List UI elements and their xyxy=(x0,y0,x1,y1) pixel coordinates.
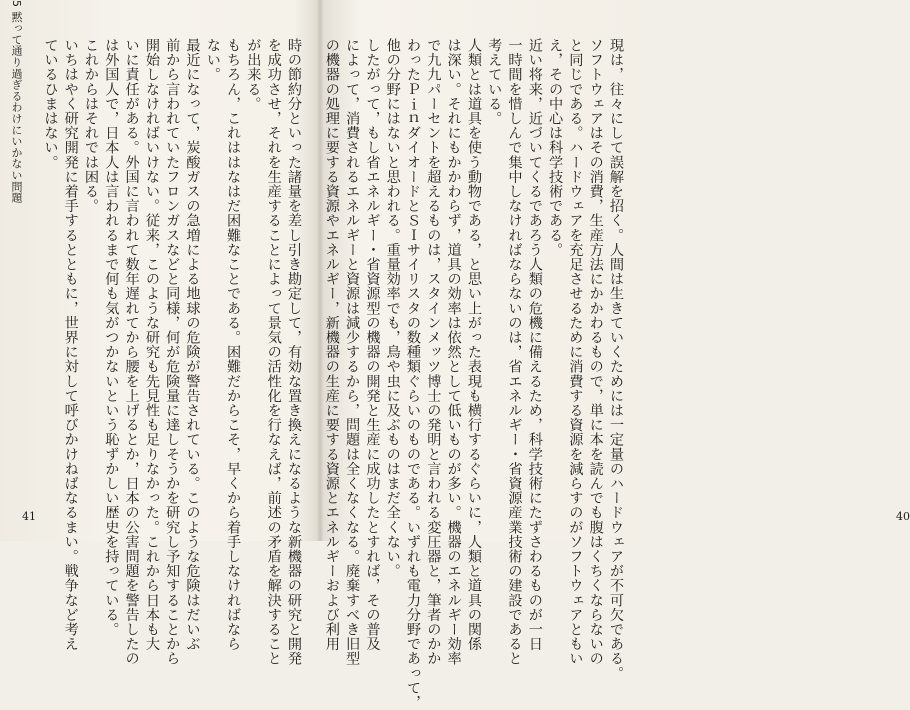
running-head: 5 黙って通り過ぎるわけにいかない問題 xyxy=(10,0,23,204)
left-page xyxy=(0,0,318,666)
text-line: 最近になって，炭酸ガスの急増による地球の危険が警告されている。このような危険はだいぶ xyxy=(184,38,201,652)
text-line: わったＰｉｎダイオードとＳＩサイリスタの数種類ぐらいのものである。いずれも電力分野であって， xyxy=(405,38,422,710)
text-line: ない。 xyxy=(204,38,221,82)
text-line: え，その中心は科学技術である。 xyxy=(547,38,564,257)
text-line: 考えている。 xyxy=(486,38,503,126)
text-line: これからはそれでは困る。 xyxy=(83,38,100,214)
text-line: いちはやく研究開発に着手するとともに，世界に対して呼びかけねばなるまい。戦争など考え xyxy=(62,38,79,652)
text-line: によって，消費されるエネルギーと資源は減少するから，問題は全くなくなる。廃棄すべき旧型 xyxy=(344,38,361,666)
page-number: 41 xyxy=(22,510,36,523)
right-page-text xyxy=(323,38,626,710)
text-line: 開始しなければいけない。従来，このような研究も先見性も足りなかった。これから日本も大 xyxy=(143,38,160,652)
text-line: 前から言われていたフロンガスなどと同様，何が危険量に達しそうかを研究し予知することから xyxy=(164,38,181,666)
right-page xyxy=(322,0,910,710)
text-line: が出来る。 xyxy=(245,38,262,111)
text-line: は深い。それにもかかわらず，道具の効率は依然として低いものが多い。機器のエネルギー効率 xyxy=(445,38,462,666)
page-number: 40 xyxy=(896,510,910,523)
text-line: 近い将来，近づいてくるであろう人類の危機に備えるため，科学技術にたずさわるものが一日 xyxy=(526,38,543,652)
text-line: 一時間を惜しんで集中しなければならないのは，省エネルギー・省資源産業技術の建設であると xyxy=(506,38,523,666)
text-line: の機器の処理に要する資源やエネルギー，新機器の生産に要する資源とエネルギーおよび利用 xyxy=(323,38,340,652)
text-line: いに責任がある。外国に言われて数年遅れてから腰を上げるとか，日本の公害問題を警告したの xyxy=(123,38,140,666)
text-line: 人類とは道具を使う動物である，と思い上がった表現も横行するぐらいに，人類と道具の関係 xyxy=(465,38,482,652)
text-line: 時の節約分といった諸量を差し引き勘定して，有効な置き換えになるような新機器の研究と開発 xyxy=(286,38,302,666)
text-line: ソフトウェアはその消費，生産方法にかかわるもので，単に本を読んでも腹はくちくならないの xyxy=(587,38,604,666)
text-line: 現は，往々にして誤解を招く。人間は生きていくためには一定量のハードウェアが不可欠である。 xyxy=(608,38,624,681)
text-line: もちろん，これははなはだ困難なことである。困難だからこそ，早くから着手しなければなら xyxy=(225,38,242,652)
text-line: したがって，もし省エネルギー・省資源型の機器の開発と生産に成功したとすれば，その普及 xyxy=(364,38,381,652)
text-line: を成功させ，それを生産することによって景気の活性化を行なえば，前述の矛盾を解決すること xyxy=(265,38,282,666)
text-line: で九九パーセントを超えるものは，スタインメッツ博士の発明と言われる変圧器と，筆者のかか xyxy=(425,38,442,666)
text-line: 他の分野にはないと思われる。重量効率でも，鳥や虫に及ぶものはまだ全くない。 xyxy=(384,38,401,579)
text-line: と同じである。ハードウェアを充足させるために消費する資源を減らすのがソフトウェアともい xyxy=(567,38,584,666)
text-line: ているひまはない。 xyxy=(42,38,59,170)
text-line: は外国人で，日本人は言われるまで何も気がつかないという恥ずかしい歴史を持っている。 xyxy=(103,38,120,637)
